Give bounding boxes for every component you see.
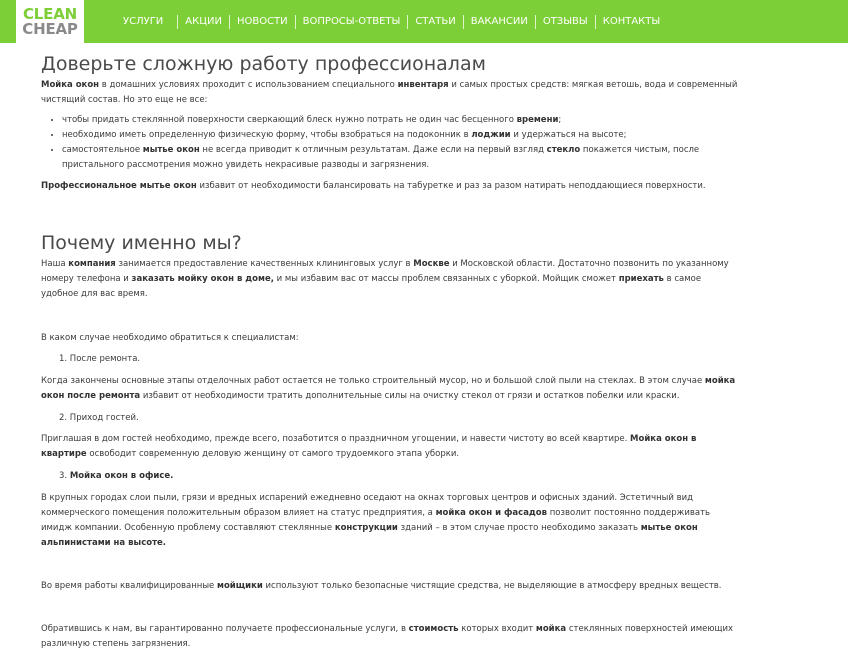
company-paragraph: Наша компания занимается предоставление качественных клининговых услуг в Москве и Московской области. Достаточно позвонить по указанному номеру телефона и заказать мойку окон в доме, и мы избавим вас от массы проблем связанных с уборкой. Мойщик сможет приехать в самое удобное для вас время.: [41, 259, 729, 299]
safety-paragraph: Во время работы квалифицированные мойщики используют только безопасные чистящие средства, не выделяющие в атмосферу вредных веществ.: [41, 581, 722, 591]
guests-paragraph: Приглашая в дом гостей необходимо, прежде всего, позаботится о праздничном угощении, и навести чистоту во всей квартире. Мойка окон в квартире освободит современную деловую женщину от самого трудоемкого этапа уборки.: [41, 434, 697, 459]
nav-item-services[interactable]: УСЛУГИ: [123, 15, 164, 27]
reasons-list: [41, 113, 741, 173]
guarantee-paragraph: Обратившись к нам, вы гарантированно получаете профессиональные услуги, в стоимость которых входит мойка стеклянных поверхностей имеющих различную степень загрязнения.: [41, 624, 734, 649]
office-paragraph: В крупных городах слои пыли, грязи и вредных испарений ежедневно оседают на окнах торговых центров и офисных зданий. Эстетичный вид коммерческого помещения положительным образом влияет на статус предприятия, а мойка окон и фасадов позволит постоянно поддерживать имидж компании. Особенную проблему составляют стеклянные конструкции зданий – в этом случае просто необходимо заказать мытье окон альпинистами на высоте.: [41, 493, 711, 548]
case-item-guests: 2. Приход гостей.: [59, 413, 139, 423]
intro-paragraph: Мойка окон в домашних условиях проходит с использованием специального инвентаря и самых простых средств: мягкая ветошь, вода и современный чистящий состав. Но это еще не все:: [41, 80, 738, 105]
cases-intro: В каком случае необходимо обратиться к специалистам:: [41, 333, 299, 343]
renovation-paragraph: Когда закончены основные этапы отделочных работ остается не только строительный мусор, но и большой слой пыли на стеклах. В этом случае мойка окон после ремонта избавит от необходимости тратить дополнительные силы на очистку стекол от грязи и остатков побелки или краски.: [41, 376, 736, 401]
nav-item-promotions[interactable]: АКЦИИ: [177, 15, 229, 29]
top-navigation-bar: [0, 0, 848, 43]
nav-item-faq[interactable]: ВОПРОСЫ-ОТВЕТЫ: [295, 15, 408, 29]
section-title-why-us: Почему именно мы?: [41, 232, 242, 254]
logo-line-clean: CLEAN: [23, 4, 77, 23]
main-menu: [112, 0, 667, 43]
nav-item-vacancies[interactable]: ВАКАНСИИ: [463, 15, 535, 29]
article-content: [41, 52, 741, 652]
case-item-office: 3. Мойка окон в офисе.: [59, 471, 174, 481]
case-item-renovation: 1. После ремонта.: [59, 354, 141, 364]
list-item: • необходимо иметь определенную физическую форму, чтобы взобраться на подоконник в лоджии и удержаться на высоте;: [62, 128, 741, 143]
section-title-professionals: Доверьте сложную работу профессионалам: [41, 53, 486, 75]
list-item: • самостоятельное мытье окон не всегда приводит к отличным результатам. Даже если на первый взгляд стекло покажется чистым, после пристального рассмотрения можно увидеть некрасивые разводы и загрязнения.: [62, 143, 741, 173]
list-item: • чтобы придать стеклянной поверхности сверкающий блеск нужно потрать не один час бесценного времени;: [62, 113, 741, 128]
nav-item-reviews[interactable]: ОТЗЫВЫ: [535, 15, 595, 29]
outro-paragraph: Профессиональное мытье окон избавит от необходимости балансировать на табуретке и раз за разом натирать неподдающиеся поверхности.: [41, 181, 706, 191]
site-logo[interactable]: [16, 0, 84, 43]
logo-line-cheap: CHEAP: [22, 19, 78, 38]
nav-item-news[interactable]: НОВОСТИ: [229, 15, 295, 29]
nav-item-articles[interactable]: СТАТЬИ: [407, 15, 462, 29]
nav-item-contacts[interactable]: КОНТАКТЫ: [595, 15, 667, 29]
